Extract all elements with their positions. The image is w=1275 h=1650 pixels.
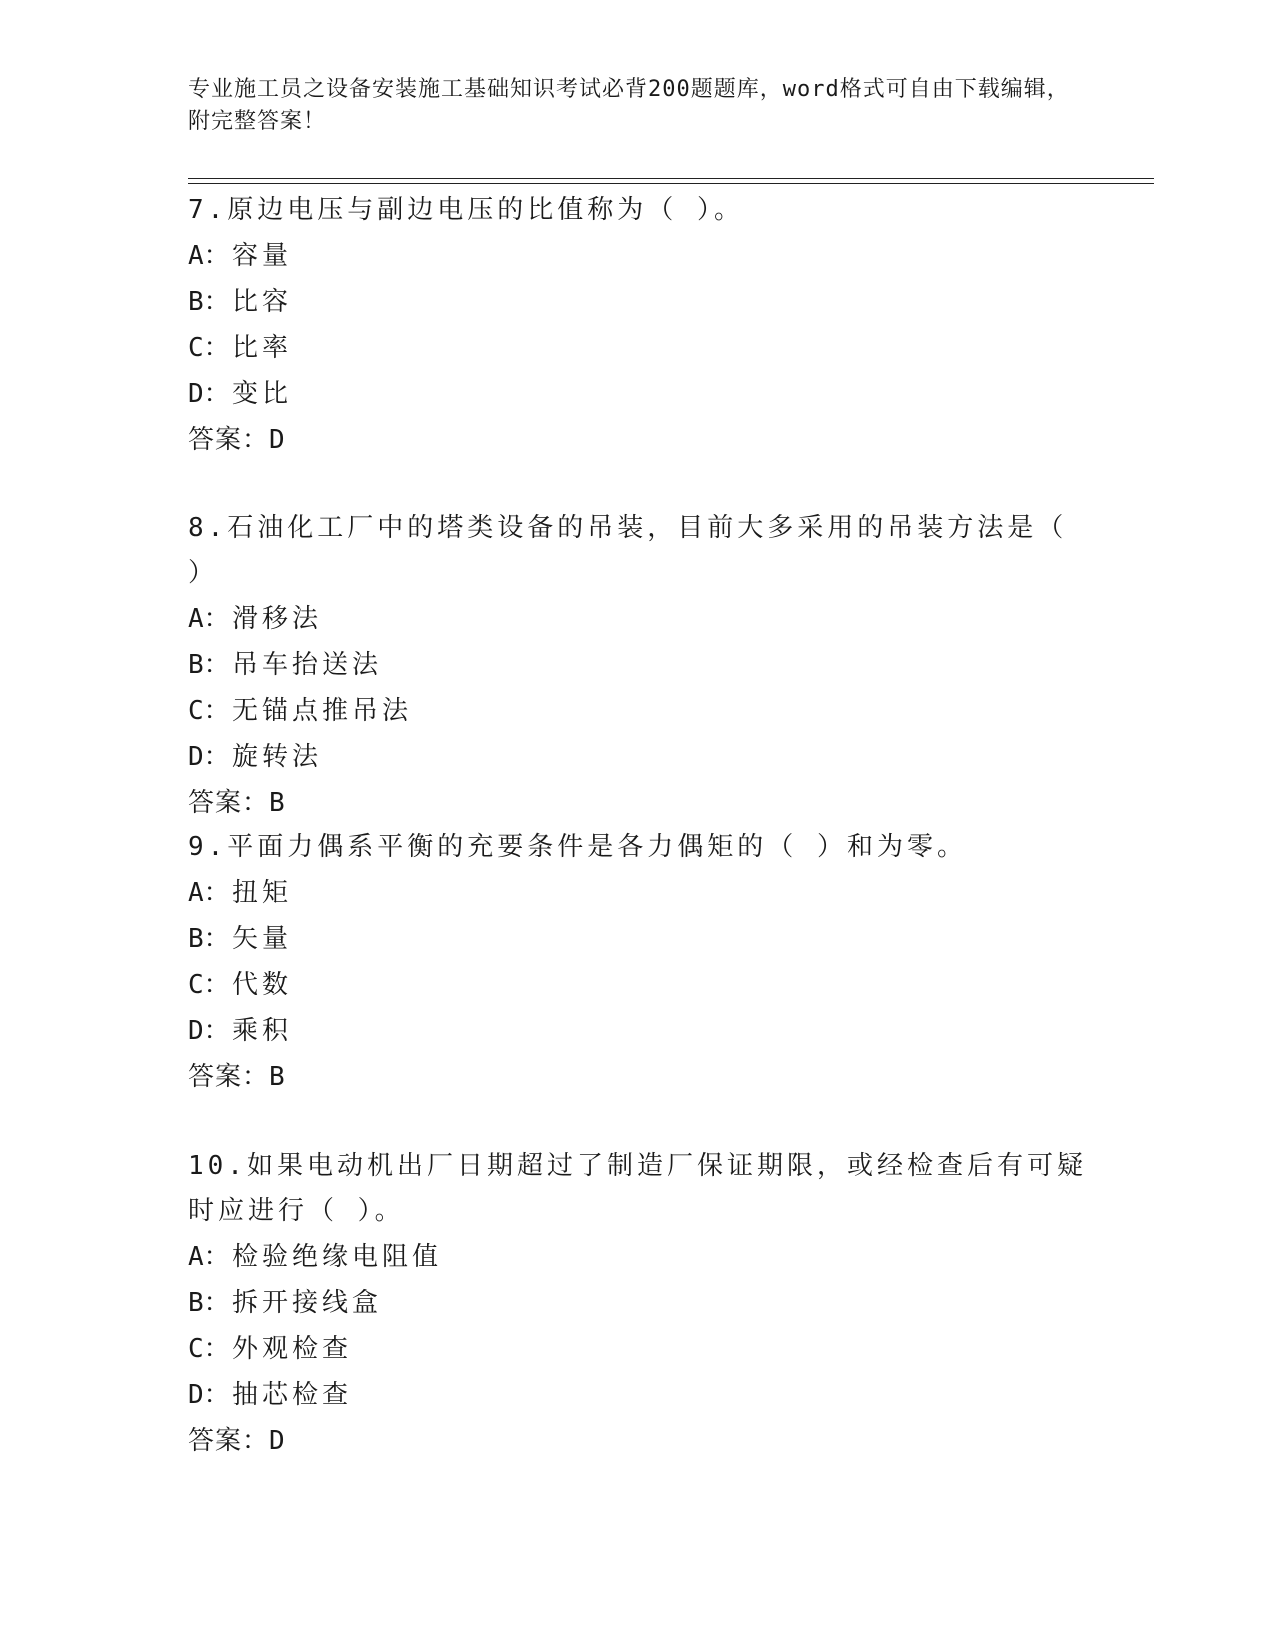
answer: 答案：B <box>188 1062 286 1092</box>
question-10 <box>188 1144 1088 1464</box>
option-text: 代数 <box>232 970 293 1000</box>
option-a <box>188 233 1088 279</box>
option-key: D： <box>188 1016 230 1046</box>
option-b <box>188 642 1088 688</box>
header-divider-top <box>188 178 1154 179</box>
question-8 <box>188 506 1088 826</box>
option-d <box>188 1372 1088 1418</box>
option-key: D： <box>188 1380 230 1410</box>
document-header <box>188 74 1088 138</box>
option-key: B： <box>188 650 230 680</box>
header-title: 专业施工员之设备安装施工基础知识考试必背200题题库，word格式可自由下载编辑，附完整答案！ <box>188 77 1070 134</box>
question-stem: 7.原边电压与副边电压的比值称为（ ）。 <box>188 195 744 225</box>
option-c <box>188 1326 1088 1372</box>
option-key: C： <box>188 333 230 363</box>
answer: 答案：B <box>188 788 286 818</box>
option-text: 抽芯检查 <box>232 1380 353 1410</box>
question-stem: 8.石油化工厂中的塔类设备的吊装，目前大多采用的吊装方法是（ ） <box>188 513 1068 588</box>
option-d <box>188 734 1088 780</box>
option-c <box>188 962 1088 1008</box>
option-d <box>188 1008 1088 1054</box>
option-c <box>188 325 1088 371</box>
option-key: A： <box>188 878 230 908</box>
option-text: 扭矩 <box>232 878 293 908</box>
option-text: 拆开接线盒 <box>232 1288 383 1318</box>
option-key: B： <box>188 1288 230 1318</box>
option-text: 比容 <box>232 287 293 317</box>
option-text: 吊车抬送法 <box>232 650 383 680</box>
question-stem: 9.平面力偶系平衡的充要条件是各力偶矩的（ ）和为零。 <box>188 832 967 862</box>
option-text: 矢量 <box>232 924 293 954</box>
option-text: 变比 <box>232 379 293 409</box>
question-7 <box>188 188 1088 463</box>
answer: 答案：D <box>188 1426 286 1456</box>
option-b <box>188 1280 1088 1326</box>
option-text: 无锚点推吊法 <box>232 696 413 726</box>
option-key: B： <box>188 924 230 954</box>
question-9 <box>188 825 1088 1100</box>
option-b <box>188 916 1088 962</box>
question-stem: 10.如果电动机出厂日期超过了制造厂保证期限，或经检查后有可疑时应进行（ ）。 <box>188 1151 1087 1226</box>
option-a <box>188 870 1088 916</box>
option-key: A： <box>188 241 230 271</box>
option-key: B： <box>188 287 230 317</box>
option-key: C： <box>188 696 230 726</box>
option-key: D： <box>188 742 230 772</box>
option-text: 容量 <box>232 241 293 271</box>
option-text: 比率 <box>232 333 293 363</box>
option-key: C： <box>188 1334 230 1364</box>
option-text: 乘积 <box>232 1016 293 1046</box>
header-divider-bottom <box>188 183 1154 184</box>
option-key: A： <box>188 1242 230 1272</box>
option-key: C： <box>188 970 230 1000</box>
option-key: D： <box>188 379 230 409</box>
option-c <box>188 688 1088 734</box>
option-b <box>188 279 1088 325</box>
answer: 答案：D <box>188 425 286 455</box>
option-a <box>188 596 1088 642</box>
option-d <box>188 371 1088 417</box>
option-text: 检验绝缘电阻值 <box>232 1242 443 1272</box>
option-a <box>188 1234 1088 1280</box>
option-key: A： <box>188 604 230 634</box>
option-text: 旋转法 <box>232 742 323 772</box>
option-text: 滑移法 <box>232 604 323 634</box>
option-text: 外观检查 <box>232 1334 353 1364</box>
